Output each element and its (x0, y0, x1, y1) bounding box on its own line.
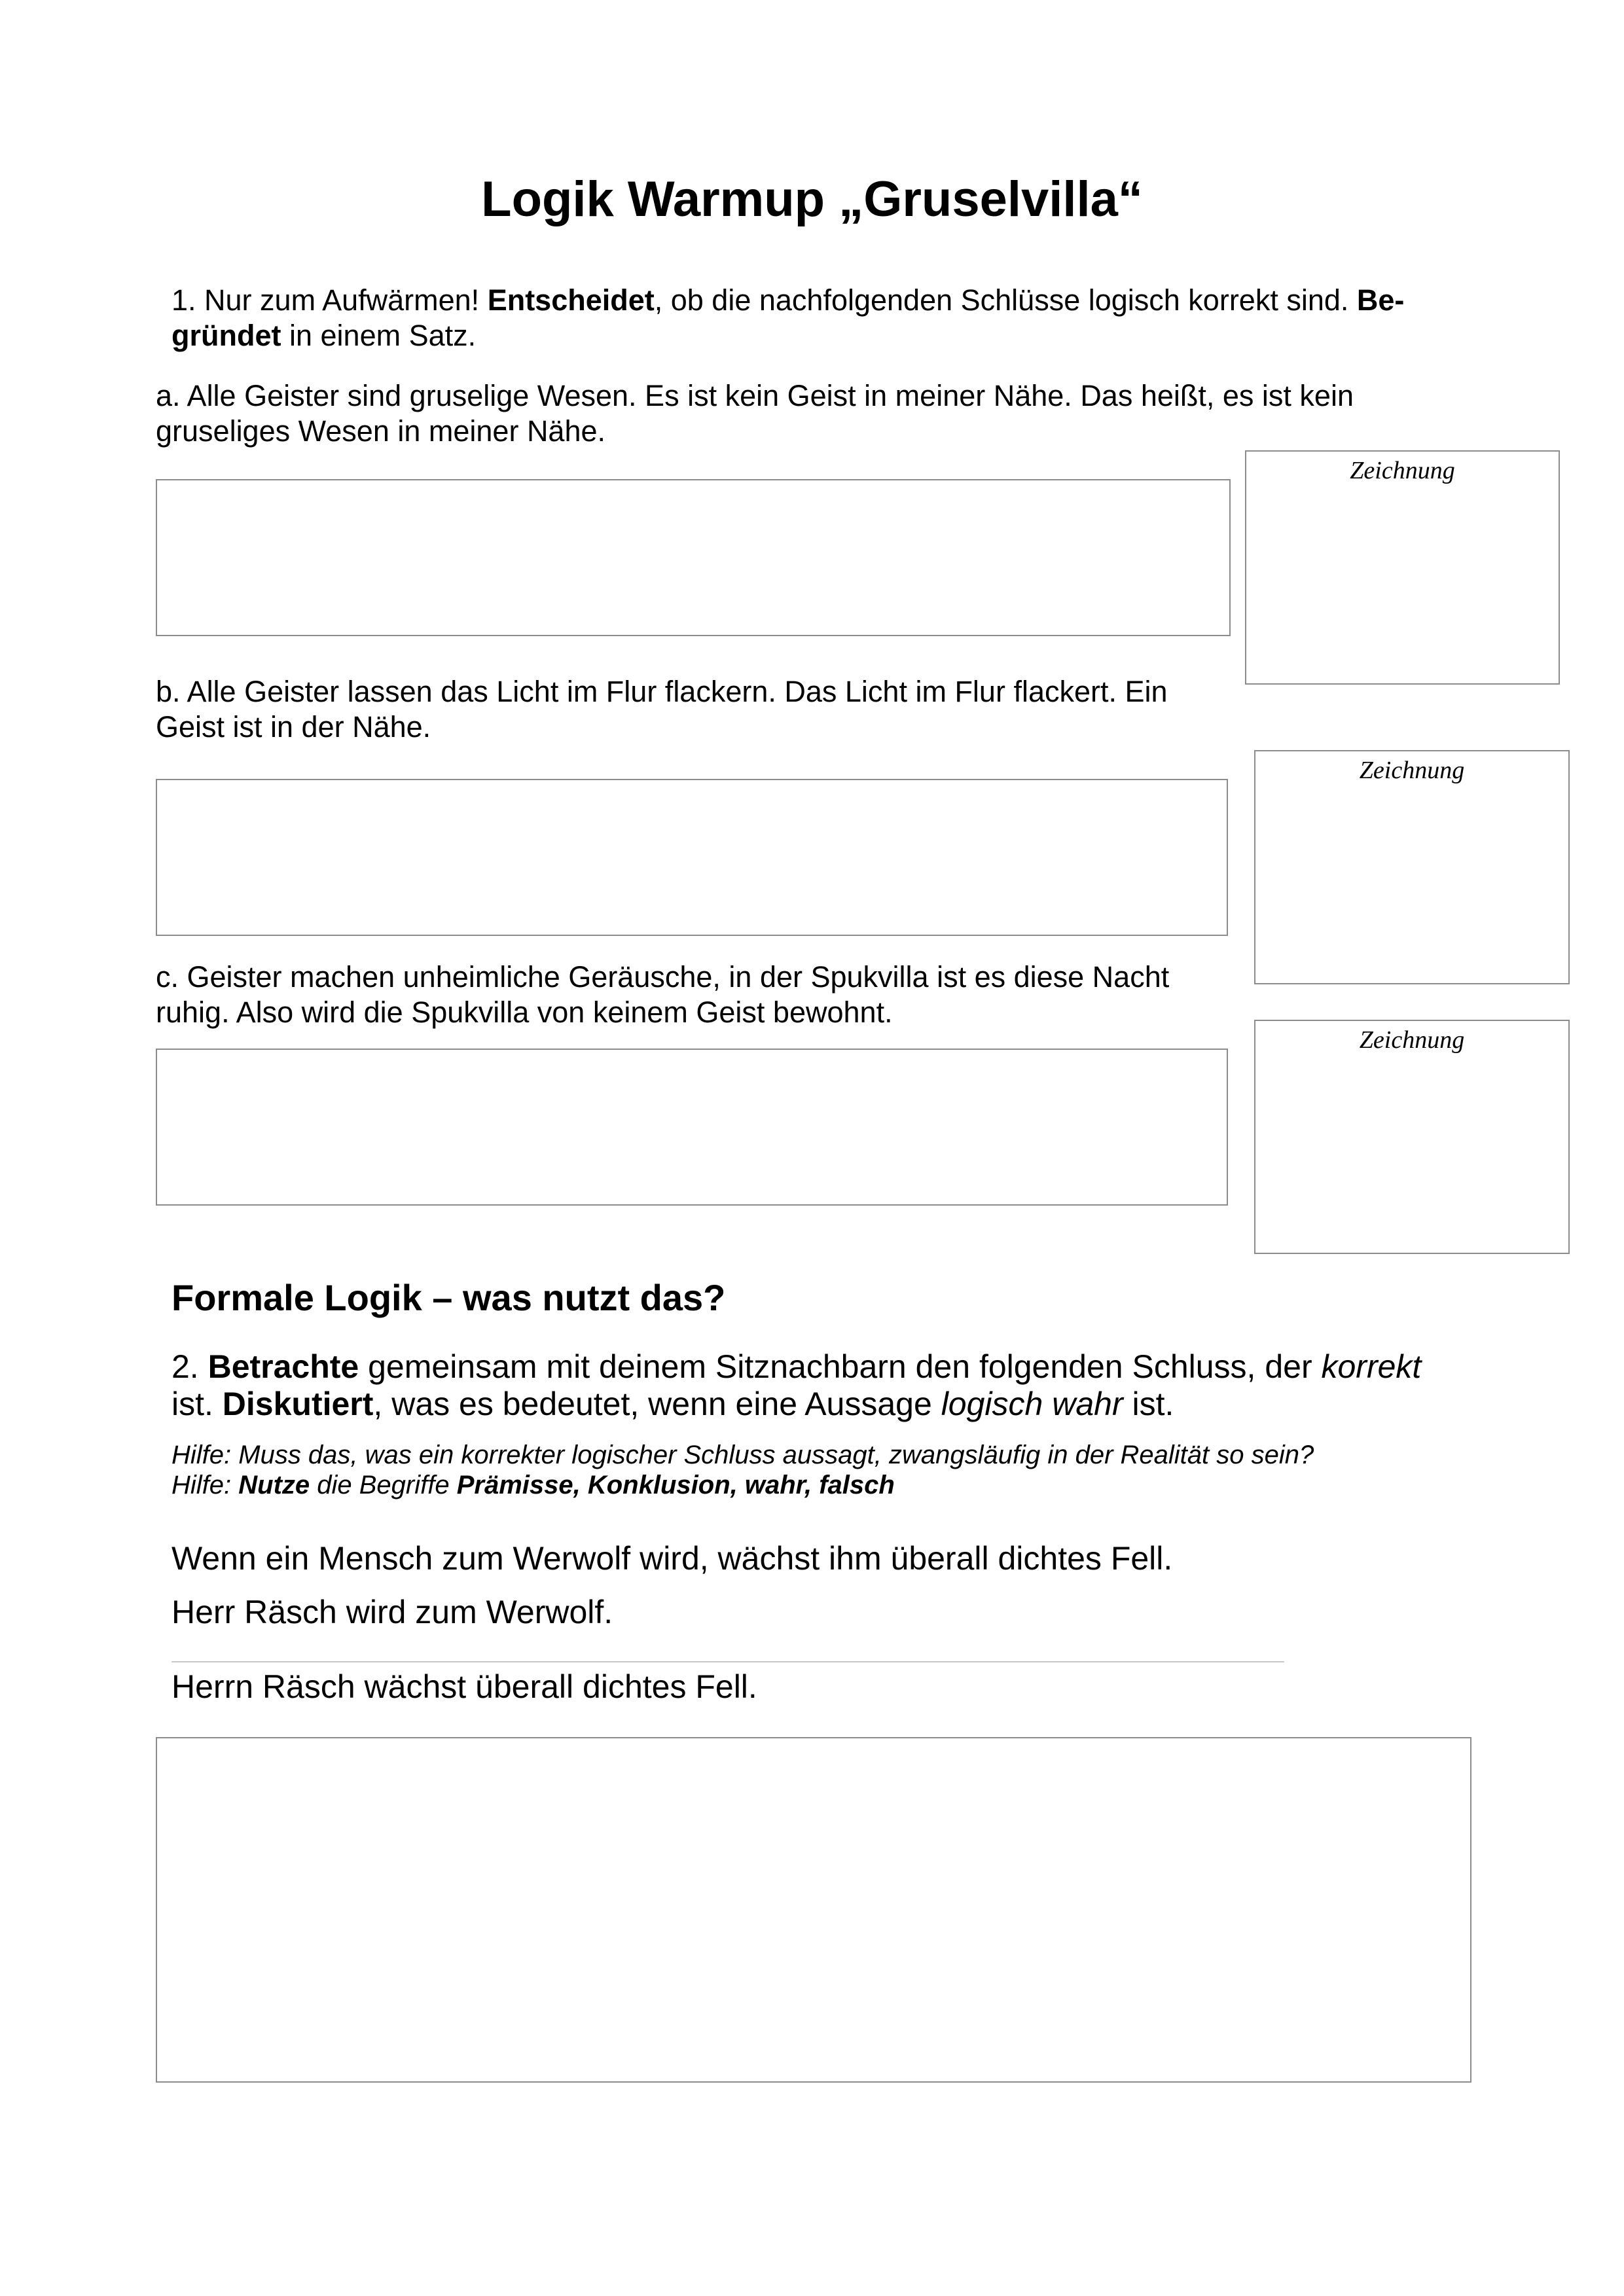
task-2-emphasis: korrekt (1321, 1348, 1422, 1385)
drawing-label: Zeichnung (1359, 757, 1465, 784)
task-1-text: in einem Satz. (281, 319, 477, 352)
task-1-verb-decide: Entscheidet (487, 283, 655, 317)
task-1-text: , ob die nachfolgenden Schlüsse logisch korrekt sind. (654, 283, 1357, 317)
task-2-text: ist. (171, 1386, 223, 1422)
hint-2-verb: Nutze (238, 1471, 310, 1499)
task-1-verb-justify: Be-gründet (171, 283, 1405, 352)
hint-1: Hilfe: Muss das, was ein korrekter logischer Schluss aussagt, zwangsläufig in der Realität so sein? (171, 1441, 1314, 1469)
item-b-answer-box[interactable] (156, 779, 1228, 936)
task-1-instruction (171, 283, 1454, 353)
item-b-statement: b. Alle Geister lassen das Licht im Flur flackern. Das Licht im Flur flackert. Ein Geist ist in der Nähe. (156, 675, 1168, 744)
conclusion-divider (171, 1661, 1284, 1662)
task-2-number: 2. (171, 1348, 208, 1385)
conclusion: Herrn Räsch wächst überall dichtes Fell. (171, 1668, 757, 1705)
task-1-text: Nur zum Aufwärmen! (196, 283, 488, 317)
drawing-label: Zeichnung (1350, 457, 1455, 484)
task-2-emphasis: logisch wahr (941, 1386, 1123, 1422)
item-c-statement: c. Geister machen unheimliche Geräusche, in der Spukvilla ist es diese Nacht ruhig. Also wird die Spukvilla von keinem Geist bewohnt. (156, 960, 1170, 1029)
hint-2-prefix: Hilfe: (171, 1471, 239, 1499)
section-2-heading: Formale Logik – was nutzt das? (171, 1277, 726, 1318)
hint-2-terms: Prämisse, Konklusion, wahr, falsch (456, 1471, 895, 1499)
task-2-text: ist. (1123, 1386, 1174, 1422)
task-2-verb-consider: Betrachte (208, 1348, 359, 1385)
premise-1: Wenn ein Mensch zum Werwolf wird, wächst ihm überall dichtes Fell. (171, 1540, 1173, 1577)
item-a-drawing-box[interactable] (1245, 450, 1560, 685)
drawing-label: Zeichnung (1359, 1026, 1465, 1054)
task-2-verb-discuss: Diskutiert (222, 1386, 374, 1422)
task-2-text: , was es bedeutet, wenn eine Aussage (373, 1386, 941, 1422)
item-b-drawing-box[interactable] (1254, 750, 1570, 984)
task-2-instruction (171, 1348, 1468, 1423)
item-c-answer-box[interactable] (156, 1049, 1228, 1206)
hint-2-text: die Begriffe (310, 1471, 457, 1499)
item-a-statement: a. Alle Geister sind gruselige Wesen. Es ist kein Geist in meiner Nähe. Das heißt, es ist kein gruseliges Wesen in meiner Nähe. (156, 379, 1354, 448)
task-2-text: gemeinsam mit deinem Sitznachbarn den folgenden Schluss, der (359, 1348, 1322, 1385)
hint-2 (171, 1470, 1481, 1500)
page-title: Logik Warmup „Gruselvilla“ (481, 171, 1143, 227)
task-2-answer-box[interactable] (156, 1737, 1471, 2083)
task-1-number: 1. (171, 283, 196, 317)
item-a-answer-box[interactable] (156, 479, 1231, 636)
item-c-drawing-box[interactable] (1254, 1020, 1570, 1254)
premise-2: Herr Räsch wird zum Werwolf. (171, 1594, 613, 1630)
